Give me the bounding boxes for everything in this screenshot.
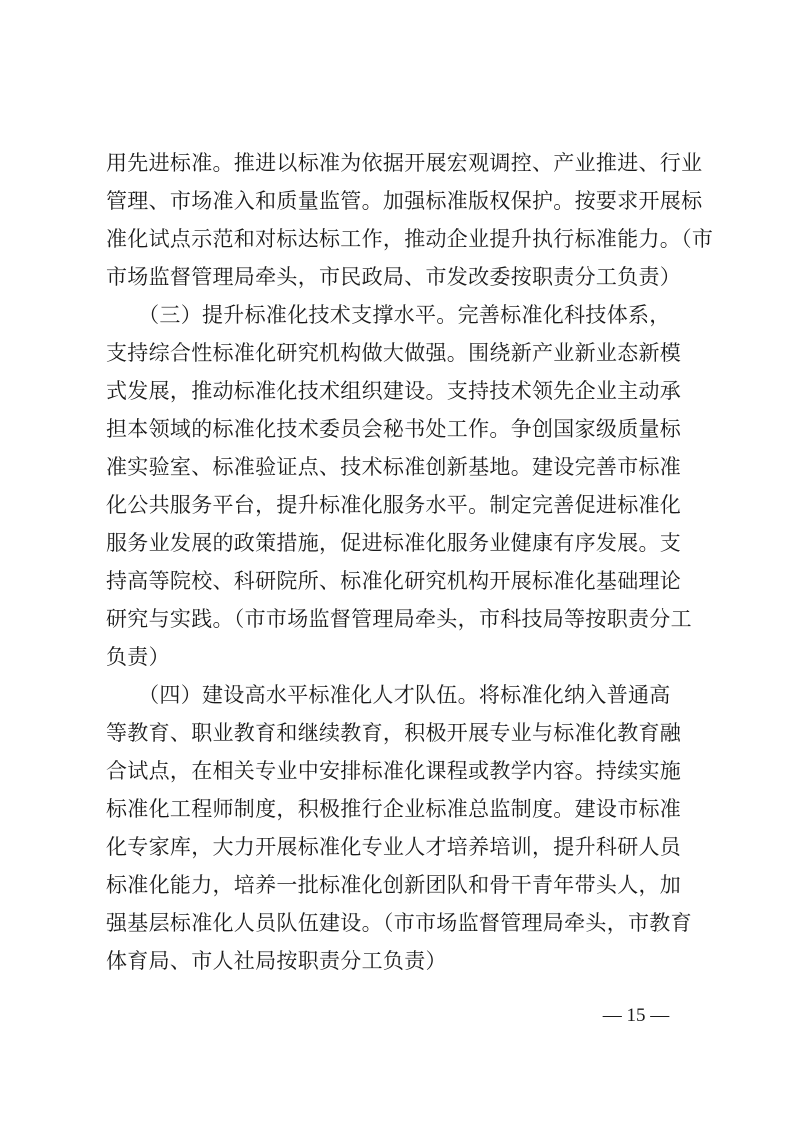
text-line: 支持综合性标准化研究机构做大做强。围绕新产业新业态新模 [106, 341, 682, 365]
text-line: 负责） [106, 645, 170, 669]
text-line: 准化试点示范和对标达标工作，推动企业提升执行标准能力。（市 [106, 227, 714, 251]
body-text [106, 144, 714, 980]
text-line: 研究与实践。（市市场监督管理局牵头，市科技局等按职责分工 [106, 607, 692, 631]
text-line: 服务业发展的政策措施，促进标准化服务业健康有序发展。支 [106, 531, 682, 555]
text-line: 准实验室、标准验证点、技术标准创新基地。建设完善市标准 [106, 455, 682, 479]
text-line: 用先进标准。推进以标准为依据开展宏观调控、产业推进、行业 [106, 151, 703, 175]
text-line: 担本领域的标准化技术委员会秘书处工作。争创国家级质量标 [106, 417, 682, 441]
text-line: 化公共服务平台，提升标准化服务水平。制定完善促进标准化 [106, 493, 682, 517]
text-line: 标准化工程师制度，积极推行企业标准总监制度。建设市标准 [106, 797, 682, 821]
text-line: 化专家库，大力开展标准化专业人才培养培训，提升科研人员 [106, 835, 682, 859]
section-heading-line: （四）建设高水平标准化人才队伍。将标准化纳入普通高 [106, 683, 671, 707]
text-line: 管理、市场准入和质量监管。加强标准版权保护。按要求开展标 [106, 189, 703, 213]
page-number: — 15 — [602, 1005, 670, 1026]
text-line: 持高等院校、科研院所、标准化研究机构开展标准化基础理论 [106, 569, 682, 593]
section-heading-line: （三）提升标准化技术支撑水平。完善标准化科技体系， [106, 303, 671, 327]
text-line: 等教育、职业教育和继续教育，积极开展专业与标准化教育融 [106, 721, 682, 745]
text-line: 市场监督管理局牵头，市民政局、市发改委按职责分工负责） [106, 265, 682, 289]
text-line: 强基层标准化人员队伍建设。（市市场监督管理局牵头，市教育 [106, 911, 692, 935]
text-line: 式发展，推动标准化技术组织建设。支持技术领先企业主动承 [106, 379, 682, 403]
text-line: 体育局、市人社局按职责分工负责） [106, 949, 447, 973]
text-line: 标准化能力，培养一批标准化创新团队和骨干青年带头人，加 [106, 873, 682, 897]
text-line: 合试点，在相关专业中安排标准化课程或教学内容。持续实施 [106, 759, 682, 783]
